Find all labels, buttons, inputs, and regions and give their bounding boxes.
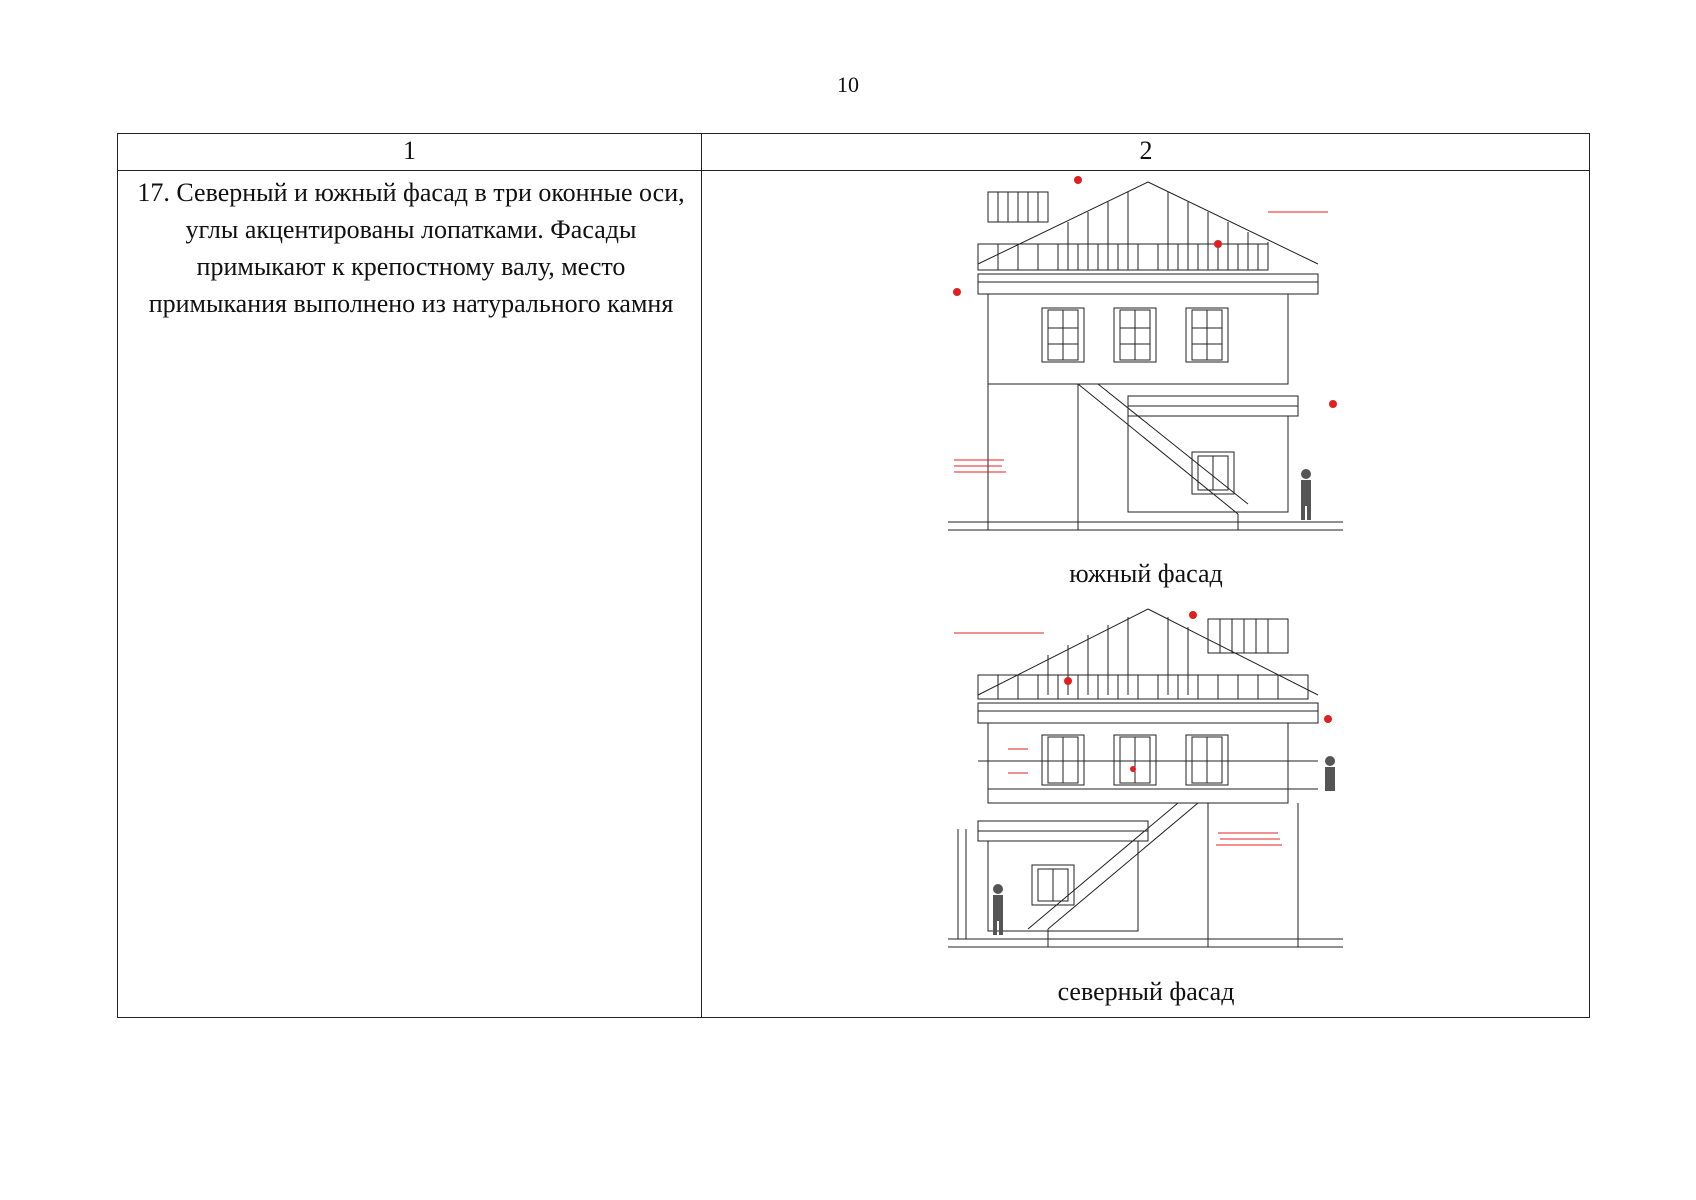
table-header-row xyxy=(118,134,1589,171)
column-2-header: 2 xyxy=(1139,136,1153,165)
north-facade-image xyxy=(948,599,1343,971)
north-facade-drawing xyxy=(948,599,1343,971)
attribute-table xyxy=(117,133,1590,1018)
north-facade-caption: северный фасад xyxy=(1057,977,1235,1006)
column-divider xyxy=(701,134,702,1017)
south-facade-drawing xyxy=(948,174,1343,550)
page-number: 10 xyxy=(837,72,859,97)
south-facade-caption: южный фасад xyxy=(1069,559,1223,588)
column-1-header: 1 xyxy=(403,136,416,165)
row-17-description: 17. Северный и южный фасад в три оконные оси, углы акцентированы лопатками. Фасады примыкают к крепостному валу, место примыкания выполнено из натурального камня xyxy=(137,178,685,318)
south-facade-image xyxy=(948,174,1343,550)
